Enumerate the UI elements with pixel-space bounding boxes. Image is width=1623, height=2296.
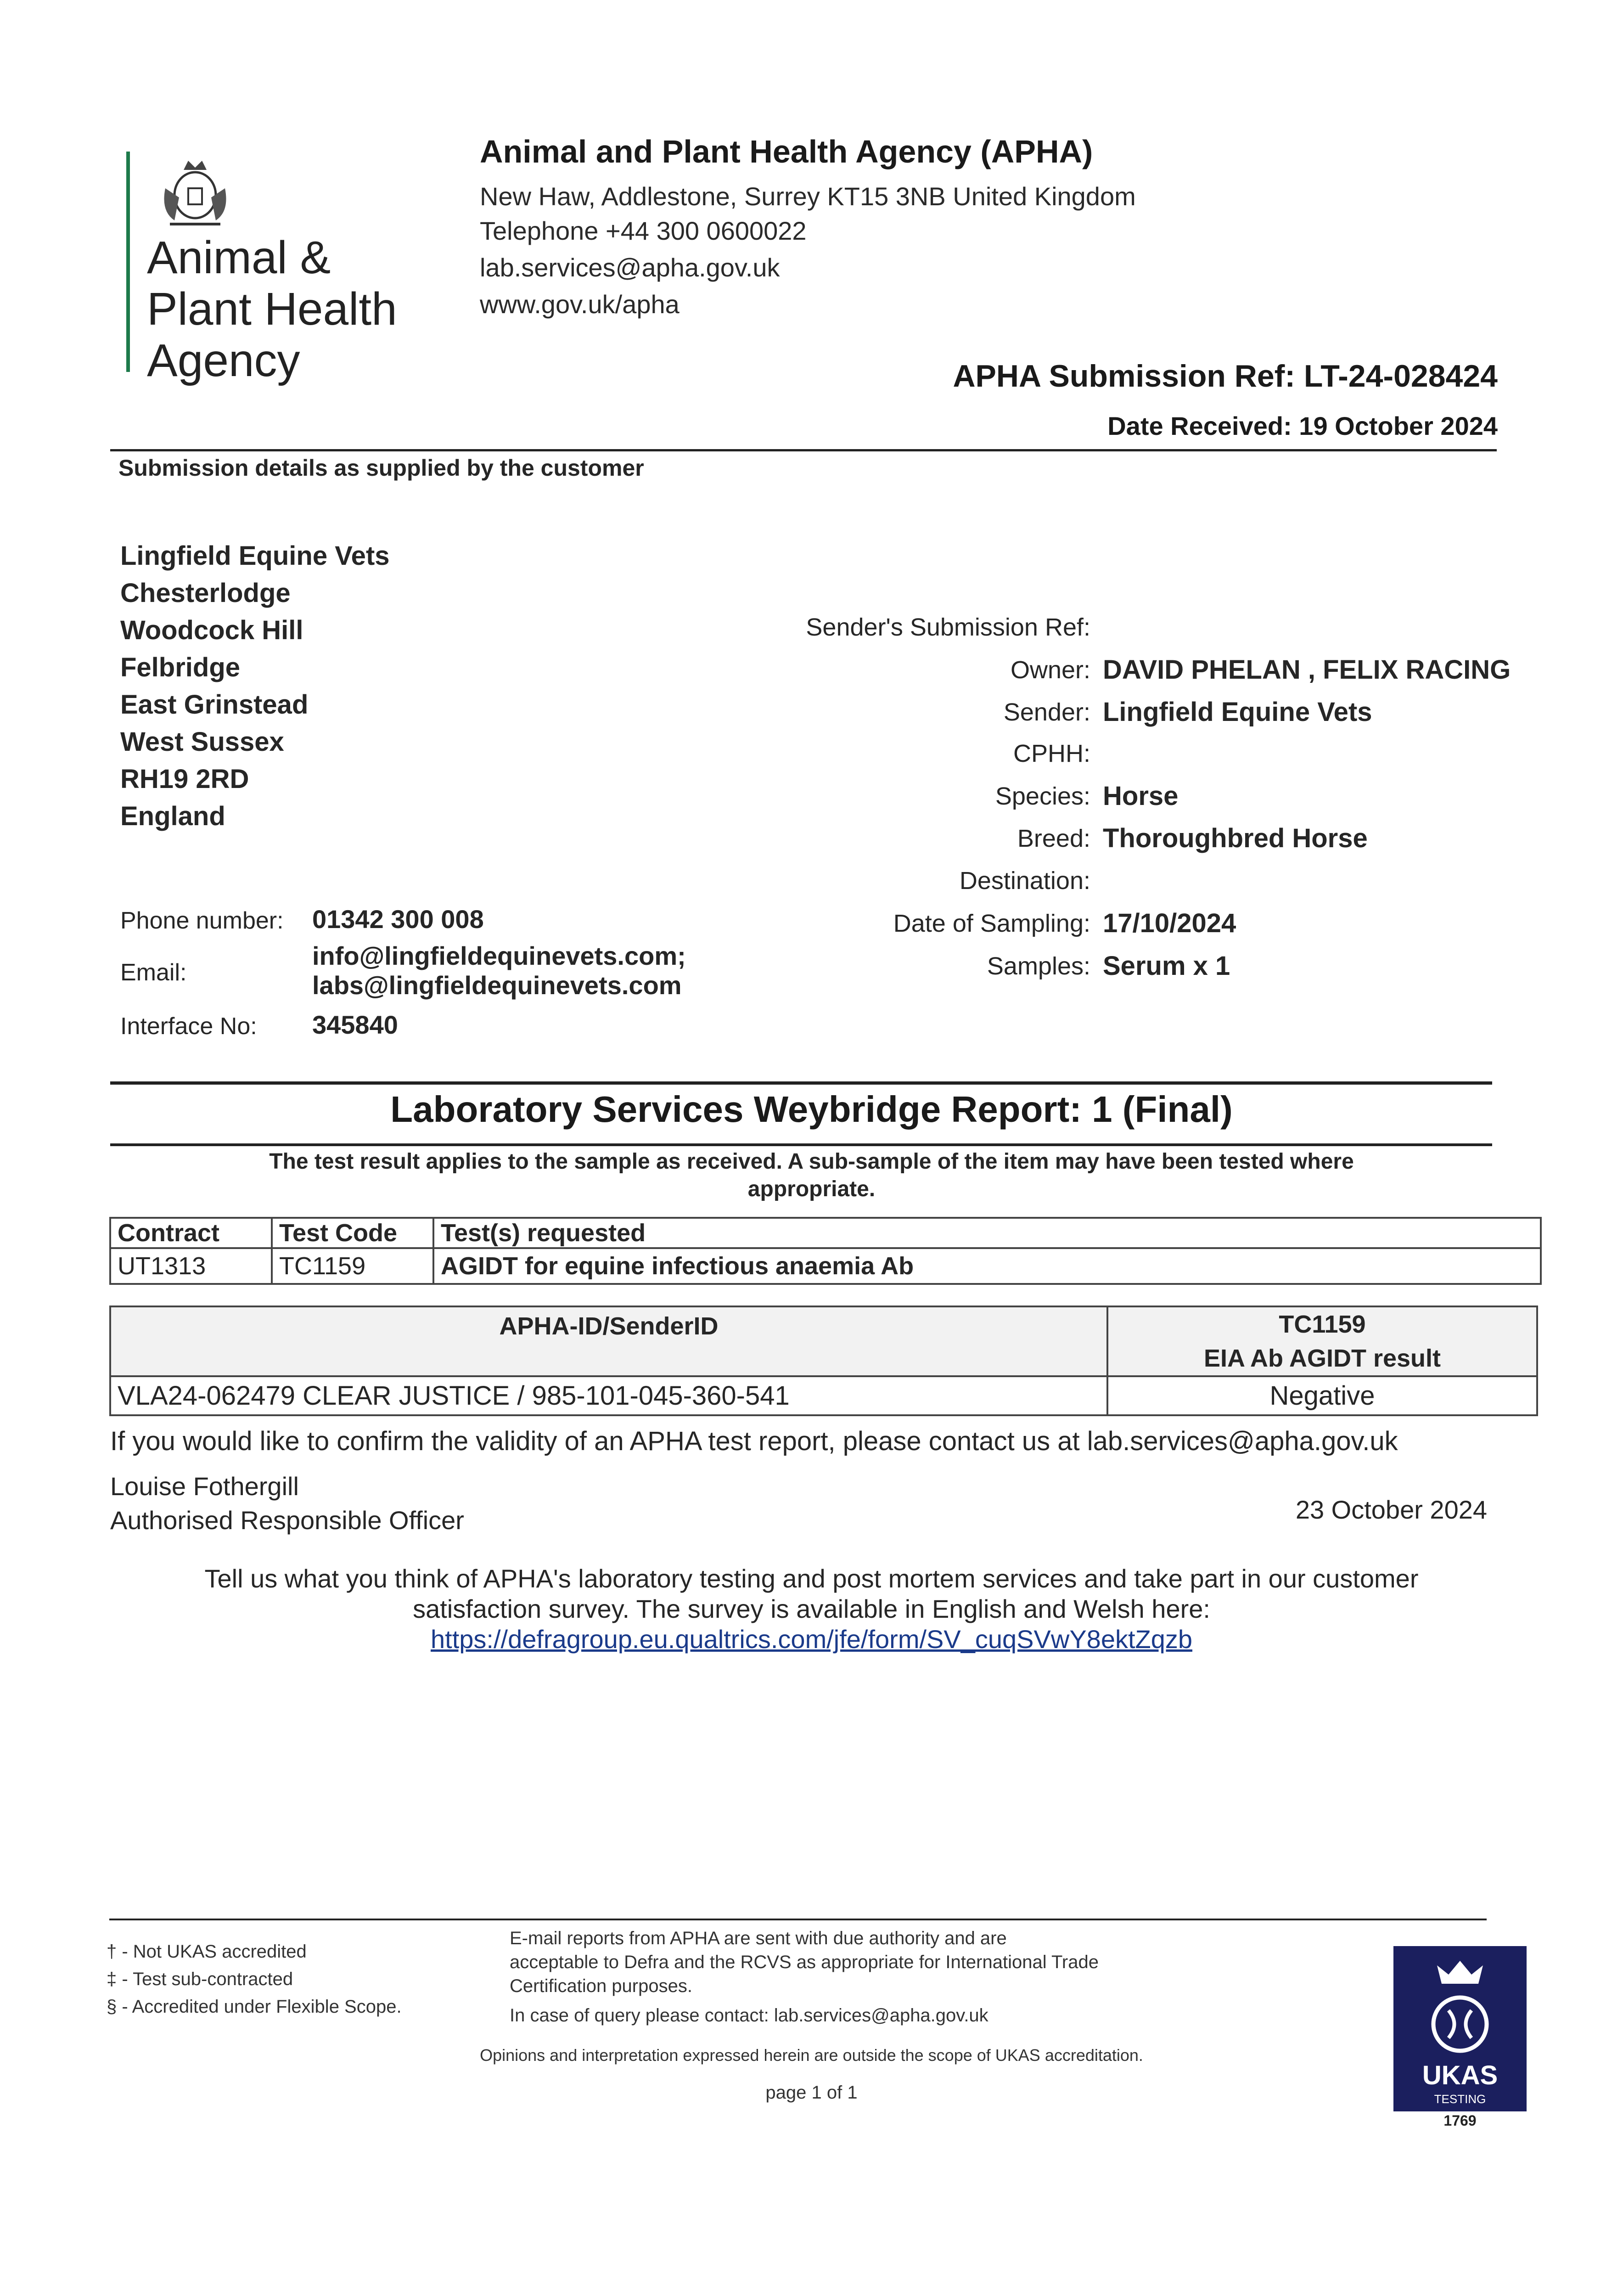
- samples-label: Samples:: [987, 952, 1090, 980]
- footer-divider: [109, 1919, 1487, 1920]
- agency-email[interactable]: lab.services@apha.gov.uk: [480, 253, 780, 282]
- destination-label: Destination:: [959, 867, 1090, 895]
- agency-website[interactable]: www.gov.uk/apha: [480, 290, 680, 319]
- report-divider-bottom: [110, 1143, 1492, 1146]
- email-value[interactable]: info@lingfieldequinevets.com; labs@lingfieldequinevets.com: [312, 941, 686, 1000]
- phone-value: 01342 300 008: [312, 905, 484, 934]
- submission-subtitle: Submission details as supplied by the customer: [118, 455, 644, 481]
- sampling-label: Date of Sampling:: [893, 910, 1090, 937]
- apha-id-cell: VLA24-062479 CLEAR JUSTICE / 985-101-045-360-541: [110, 1376, 1107, 1415]
- officer-name: Louise Fothergill: [110, 1472, 299, 1501]
- sampling-value: 17/10/2024: [1103, 908, 1236, 938]
- crown-icon: [1432, 1956, 1488, 1988]
- survey-block: Tell us what you think of APHA's laboratory testing and post mortem services and take part in our customer satisfaction survey. The survey is available in English and Welsh here: https://defragroup.eu.qualtrics.com/jfe/form/SV_cuqSVwY8ektZqzb: [204, 1564, 1419, 1654]
- contract-header: Contract: [110, 1218, 272, 1248]
- officer-title: Authorised Responsible Officer: [110, 1506, 464, 1535]
- result-cell: Negative: [1107, 1376, 1537, 1415]
- cphh-label: CPHH:: [1013, 740, 1090, 767]
- officer-block: [110, 1469, 464, 1537]
- submission-ref: APHA Submission Ref: LT-24-028424: [953, 359, 1498, 394]
- contract-cell: UT1313: [110, 1248, 272, 1284]
- apha-id-header: APHA-ID/SenderID: [110, 1306, 1107, 1376]
- footer-legend: † - Not UKAS accredited ‡ - Test sub-contracted § - Accredited under Flexible Scope.: [107, 1941, 402, 2017]
- report-divider-top: [110, 1081, 1492, 1085]
- test-code-header: Test Code: [272, 1218, 433, 1248]
- species-label: Species:: [995, 782, 1090, 810]
- ukas-number: 1769: [1443, 2112, 1477, 2129]
- sender-label: Sender:: [1003, 698, 1090, 726]
- ukas-testing-label: TESTING: [1434, 2092, 1486, 2106]
- survey-link[interactable]: https://defragroup.eu.qualtrics.com/jfe/form/SV_cuqSVwY8ektZqzb: [430, 1625, 1193, 1654]
- header-divider: [110, 449, 1497, 451]
- sign-date: 23 October 2024: [1295, 1495, 1487, 1524]
- agency-logo-text: Animal & Plant Health Agency: [147, 232, 397, 386]
- sender-value: Lingfield Equine Vets: [1103, 697, 1372, 727]
- footer-email-note: E-mail reports from APHA are sent with due authority and are acceptable to Defra and the RCVS as appropriate for International Trade Certification purposes. In case of query please contact: lab.services@apha.gov.uk: [510, 1926, 1099, 2027]
- report-title: Laboratory Services Weybridge Report: 1 (Final): [390, 1089, 1233, 1130]
- report-note: The test result applies to the sample as received. A sub-sample of the item may have been tested where appropriate.: [269, 1149, 1354, 1201]
- samples-value: Serum x 1: [1103, 951, 1230, 981]
- logo-bar: [126, 152, 130, 372]
- ukas-logo: [1393, 1946, 1527, 2111]
- agency-telephone: Telephone +44 300 0600022: [480, 216, 807, 245]
- ukas-label: UKAS: [1422, 2060, 1498, 2090]
- agency-address: New Haw, Addlestone, Surrey KT15 3NB United Kingdom: [480, 182, 1136, 211]
- tests-requested-cell: AGIDT for equine infectious anaemia Ab: [433, 1248, 1541, 1284]
- species-value: Horse: [1103, 781, 1179, 811]
- interface-value: 345840: [312, 1010, 398, 1039]
- tests-table: [109, 1217, 1542, 1285]
- royal-crest-icon: [152, 152, 239, 230]
- results-table: [109, 1306, 1538, 1416]
- phone-label: Phone number:: [120, 907, 284, 934]
- test-code-cell: TC1159: [272, 1248, 433, 1284]
- date-received: Date Received: 19 October 2024: [1107, 411, 1498, 440]
- agency-name: Animal and Plant Health Agency (APHA): [480, 134, 1093, 169]
- breed-value: Thoroughbred Horse: [1103, 823, 1368, 853]
- owner-value: DAVID PHELAN , FELIX RACING: [1103, 655, 1511, 685]
- footer-query: In case of query please contact: lab.services@apha.gov.uk: [510, 2005, 988, 2026]
- result-header: TC1159 EIA Ab AGIDT result: [1107, 1306, 1537, 1376]
- footer-opinions: Opinions and interpretation expressed herein are outside the scope of UKAS accreditation.: [480, 2046, 1143, 2065]
- interface-label: Interface No:: [120, 1013, 257, 1040]
- customer-address: Lingfield Equine Vets Chesterlodge Woodcock Hill Felbridge East Grinstead West Sussex RH19 2RD England: [120, 541, 390, 831]
- validity-note: If you would like to confirm the validity of an APHA test report, please contact us at lab.services@apha.gov.uk: [110, 1426, 1398, 1456]
- email-label: Email:: [120, 959, 187, 986]
- tests-requested-header: Test(s) requested: [433, 1218, 1541, 1248]
- sender-ref-label: Sender's Submission Ref:: [806, 613, 1090, 641]
- ukas-emblem-icon: [1428, 1992, 1492, 2056]
- breed-label: Breed:: [1017, 825, 1090, 852]
- page-number: page 1 of 1: [765, 2082, 858, 2103]
- owner-label: Owner:: [1010, 656, 1090, 684]
